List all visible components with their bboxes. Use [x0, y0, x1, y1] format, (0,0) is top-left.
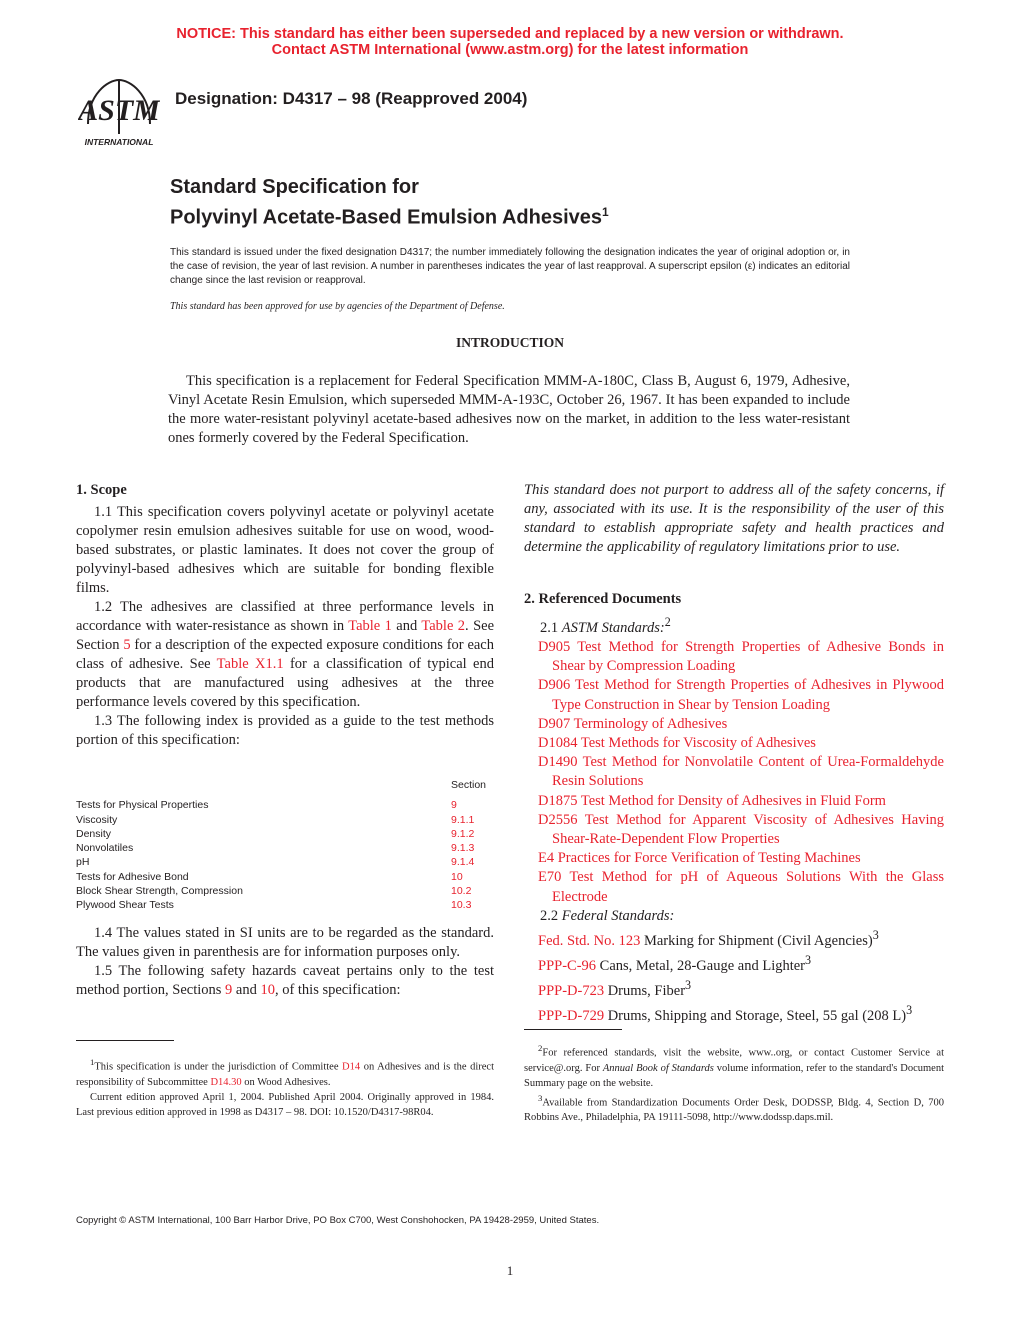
ref-item	[524, 811, 944, 849]
logo-subtext: INTERNATIONAL	[84, 137, 154, 147]
ref-code-link[interactable]: D1490	[538, 754, 578, 771]
ref-code-link[interactable]: D2556	[538, 811, 578, 828]
astm-standards-label	[524, 613, 944, 638]
ref-item	[524, 792, 944, 811]
safety-caveat: This standard does not purport to address all of the safety concerns, if any, associated with its use. It is the responsibility of the user of this standard to establish appropriate safety and health practices and determine the applicability of regulatory limitations prior to use.	[524, 482, 944, 555]
ref-title-link[interactable]: Test Methods for Viscosity of Adhesives	[580, 735, 816, 752]
ref-item	[524, 868, 944, 906]
index-section-link[interactable]: 10	[451, 870, 463, 883]
ref-code-link[interactable]: PPP-D-729	[538, 1008, 605, 1024]
left-column-lower	[76, 924, 494, 1000]
para-1-2-text-b: and	[391, 618, 422, 634]
ref-title-link[interactable]: Test Method for Strength Properties of Adhesives in Plywood Type Construction in Shear by Tension Loading	[552, 677, 944, 713]
footnote-2-text-b: volume information, refer to the standard's Document Summary page on the website.	[524, 1062, 944, 1089]
para-1-2-text-d: for a description of the expected exposure conditions for each class of adhesive. See	[76, 637, 494, 672]
ref-item	[524, 638, 944, 676]
footnote-2-italic: Annual Book of Standards	[602, 1062, 714, 1074]
index-label: Nonvolatiles	[76, 842, 134, 855]
index-row	[76, 841, 496, 855]
footnote-rule-right	[524, 1029, 622, 1030]
federal-label-text: Federal Standards:	[561, 907, 675, 924]
index-label: Density	[76, 827, 112, 840]
footnotes-right	[524, 1041, 944, 1125]
ref-title: Cans, Metal, 28-Gauge and Lighter	[599, 957, 806, 974]
ref-item	[524, 951, 944, 976]
link-subcommittee-d14-30[interactable]: D14.30	[210, 1076, 242, 1088]
footnote-1	[76, 1055, 494, 1090]
federal-label-num: 2.2	[540, 907, 559, 924]
footnote-1-text-b: on Adhesives and is the direct responsibility of Subcommittee	[76, 1061, 494, 1088]
ref-code-link[interactable]: E70	[538, 869, 562, 886]
index-label: Viscosity	[76, 813, 118, 826]
left-column	[76, 481, 494, 750]
para-1-2-text-e: for a classification of typical end products that are manufactured using adhesives at the three performance levels covered by this specification.	[76, 656, 494, 710]
ref-title-link[interactable]: Test Method for pH of Aqueous Solutions With the Glass Electrode	[552, 869, 944, 905]
ref-title-link[interactable]: Test Method for Apparent Viscosity of Adhesives Having Shear-Rate-Dependent Flow Properties	[552, 811, 944, 848]
footnote-1-edition: Current edition approved April 1, 2004. Published April 2004. Originally approved in 1984. Last previous edition approved in 1998 as D4317 – 98. DOI: 10.1520/D4317-98R04.	[76, 1091, 494, 1118]
issuance-note: This standard is issued under the fixed designation D4317; the number immediately following the designation indicates the year of original adoption or, in the case of revision, the year of last revision. A number in parentheses indicates the year of last reapproval. A superscript epsilon (ε) indicates an editorial change since the last revision or reapproval.	[170, 247, 850, 286]
index-section-link[interactable]: 9.1.1	[451, 813, 475, 826]
document-title	[170, 175, 609, 231]
index-section-link[interactable]: 10.2	[451, 885, 472, 898]
index-section-link[interactable]: 9.1.2	[451, 827, 475, 840]
astm-label-num: 2.1	[540, 619, 559, 636]
index-row	[76, 813, 496, 827]
link-section-9[interactable]: 9	[225, 982, 233, 998]
para-1-2-text-a: 1.2 The adhesives are classified at three performance levels in accordance with water-resistance as shown in	[76, 599, 494, 634]
ref-title: Drums, Shipping and Storage, Steel, 55 gal (208 L)	[607, 1008, 907, 1024]
ref-title-link[interactable]: Test Method for Strength Properties of Adhesive Bonds in Shear by Compression Loading	[552, 639, 944, 675]
index-row	[76, 855, 496, 869]
title-footnote-mark[interactable]: 1	[602, 205, 609, 219]
ref-title-link[interactable]: Test Method for Density of Adhesives in Fluid Form	[580, 792, 886, 809]
footnote-1-mark: 1	[90, 1057, 95, 1067]
para-1-2-text-c: . See Section	[76, 618, 495, 653]
footnote-2-text-a: For referenced standards, visit the website, www..org, or contact Customer Service at service@.org. For	[524, 1047, 944, 1074]
para-1-5-text-b: and	[232, 982, 261, 998]
index-row	[76, 798, 496, 812]
ref-code-link[interactable]: D1084	[538, 735, 578, 752]
para-1-5-text-c: , of this specification:	[274, 982, 401, 998]
federal-standards-label	[524, 907, 944, 926]
index-label: pH	[76, 856, 90, 869]
approval-note: This standard has been approved for use by agencies of the Department of Defense.	[170, 301, 505, 312]
ref-code-link[interactable]: Fed. Std. No. 123	[538, 932, 641, 949]
ref-code-link[interactable]: PPP-D-723	[538, 982, 605, 999]
ref-item	[524, 676, 944, 714]
ref-title: Drums, Fiber	[607, 982, 686, 999]
referenced-documents-list	[524, 613, 944, 1026]
ref-title-link[interactable]: Practices for Force Verification of Testing Machines	[557, 850, 861, 867]
designation: Designation: D4317 – 98 (Reapproved 2004)	[175, 89, 528, 108]
ref-code-link[interactable]: PPP-C-96	[538, 957, 597, 974]
para-1-1: 1.1 This specification covers polyvinyl acetate or polyvinyl acetate copolymer resin emulsion adhesives suitable for use on wood, wood-based substrates, or plastic laminates. It does not cover the group of polyvinyl-based adhesives which are suitable for bonding flexible films.	[76, 504, 494, 596]
ref-sup: 3	[906, 1003, 913, 1018]
logo-mark: ASTM	[78, 94, 160, 127]
index-label: Block Shear Strength, Compression	[76, 885, 243, 898]
footnote-2-mark: 2	[538, 1043, 543, 1053]
notice-line-2: Contact ASTM International (www.astm.org) for the latest information	[271, 42, 749, 58]
index-section-link[interactable]: 9.1.4	[451, 856, 475, 869]
ref-item	[524, 926, 944, 951]
link-section-10[interactable]: 10	[260, 982, 275, 998]
para-1-4: 1.4 The values stated in SI units are to be regarded as the standard. The values given in parenthesis are for information purposes only.	[76, 925, 494, 960]
index-section-link[interactable]: 9.1.3	[451, 842, 475, 855]
ref-sup: 3	[805, 953, 812, 968]
link-table-1[interactable]: Table 1	[348, 618, 392, 634]
ref-title-link[interactable]: Test Method for Nonvolatile Content of Urea-Formaldehyde Resin Solutions	[552, 754, 944, 790]
astm-logo-icon	[78, 76, 160, 148]
test-index	[76, 778, 496, 913]
ref-item	[524, 753, 944, 791]
ref-sup: 3	[872, 928, 879, 943]
index-row	[76, 898, 496, 912]
index-label: Plywood Shear Tests	[76, 899, 174, 912]
referenced-documents-heading: 2. Referenced Documents	[524, 591, 682, 607]
para-1-2	[76, 598, 494, 712]
ref-item	[524, 976, 944, 1001]
astm-label-sup: 2	[664, 615, 671, 629]
ref-code-link[interactable]: E4	[538, 850, 555, 867]
astm-label-text: ASTM Standards:	[561, 619, 665, 636]
introduction-text: This specification is a replacement for Federal Specification MMM-A-180C, Class B, August 6, 1979, Adhesive, Vinyl Acetate Resin Emulsion, which superseded MMM-A-193C, October 26, 1967. It has been expanded to include the more water-resistant polyvinyl acetate-based adhesives now on the market, in addition to the less water-resistant ones formerly covered by the Federal Specification.	[168, 373, 850, 446]
para-1-3: 1.3 The following index is provided as a guide to the test methods portion of this specification:	[76, 713, 494, 748]
index-row	[76, 827, 496, 841]
ref-item	[524, 849, 944, 868]
ref-title-link[interactable]: Terminology of Adhesives	[573, 715, 728, 732]
footnotes-left	[76, 1055, 494, 1120]
title-line-1: Standard Specification for	[170, 176, 419, 198]
footnote-3-mark: 3	[538, 1092, 543, 1103]
index-section-link[interactable]: 9	[451, 799, 457, 812]
scope-heading: 1. Scope	[76, 482, 127, 498]
index-label: Tests for Physical Properties	[76, 799, 209, 812]
notice-line-1: NOTICE: This standard has either been superseded and replaced by a new version or withdrawn.	[176, 26, 844, 42]
link-table-2[interactable]: Table 2	[421, 618, 466, 634]
ref-sup: 3	[685, 978, 692, 993]
footnote-3	[524, 1091, 944, 1126]
astm-logo	[78, 76, 160, 148]
index-row	[76, 884, 496, 898]
ref-title: Marking for Shipment (Civil Agencies)	[643, 932, 873, 949]
ref-code-link[interactable]: D907	[538, 715, 571, 732]
ref-code-link[interactable]: D905	[538, 639, 571, 656]
index-section-link[interactable]: 10.3	[451, 899, 472, 912]
title-line-2: Polyvinyl Acetate-Based Emulsion Adhesives	[170, 206, 603, 229]
footnote-2	[524, 1041, 944, 1091]
introduction-heading: INTRODUCTION	[455, 335, 564, 350]
ref-item	[524, 715, 944, 734]
index-row	[76, 870, 496, 884]
superseded-notice	[0, 26, 1020, 58]
index-label: Tests for Adhesive Bond	[76, 870, 189, 883]
footnote-rule-left	[76, 1040, 174, 1041]
index-header-section: Section	[451, 779, 487, 791]
link-section-5[interactable]: 5	[123, 637, 131, 653]
ref-code-link[interactable]: D1875	[538, 792, 578, 809]
ref-code-link[interactable]: D906	[538, 677, 571, 694]
copyright: Copyright © ASTM International, 100 Barr Harbor Drive, PO Box C700, West Conshohocken, PA 19428-2959, United States.	[76, 1215, 600, 1226]
link-committee-d14[interactable]: D14	[342, 1061, 361, 1073]
link-table-x1-1[interactable]: Table X1.1	[216, 656, 284, 672]
footnote-1-text-a: This specification is under the jurisdiction of Committee	[94, 1061, 343, 1073]
para-1-5	[76, 962, 494, 1000]
footnote-3-text: Available from Standardization Documents Order Desk, DODSSP, Bldg. 4, Section D, 700 Robbins Ave., Philadelphia, PA 19111-5098, http://www.dodssp.daps.mil.	[524, 1097, 944, 1123]
para-1-5-text-a: 1.5 The following safety hazards caveat pertains only to the test method portion, Sections	[76, 963, 494, 998]
footnote-1-text-c: on Wood Adhesives.	[241, 1076, 331, 1088]
ref-item	[524, 734, 944, 753]
ref-item	[524, 1001, 944, 1026]
page-number: 1	[506, 1263, 514, 1278]
